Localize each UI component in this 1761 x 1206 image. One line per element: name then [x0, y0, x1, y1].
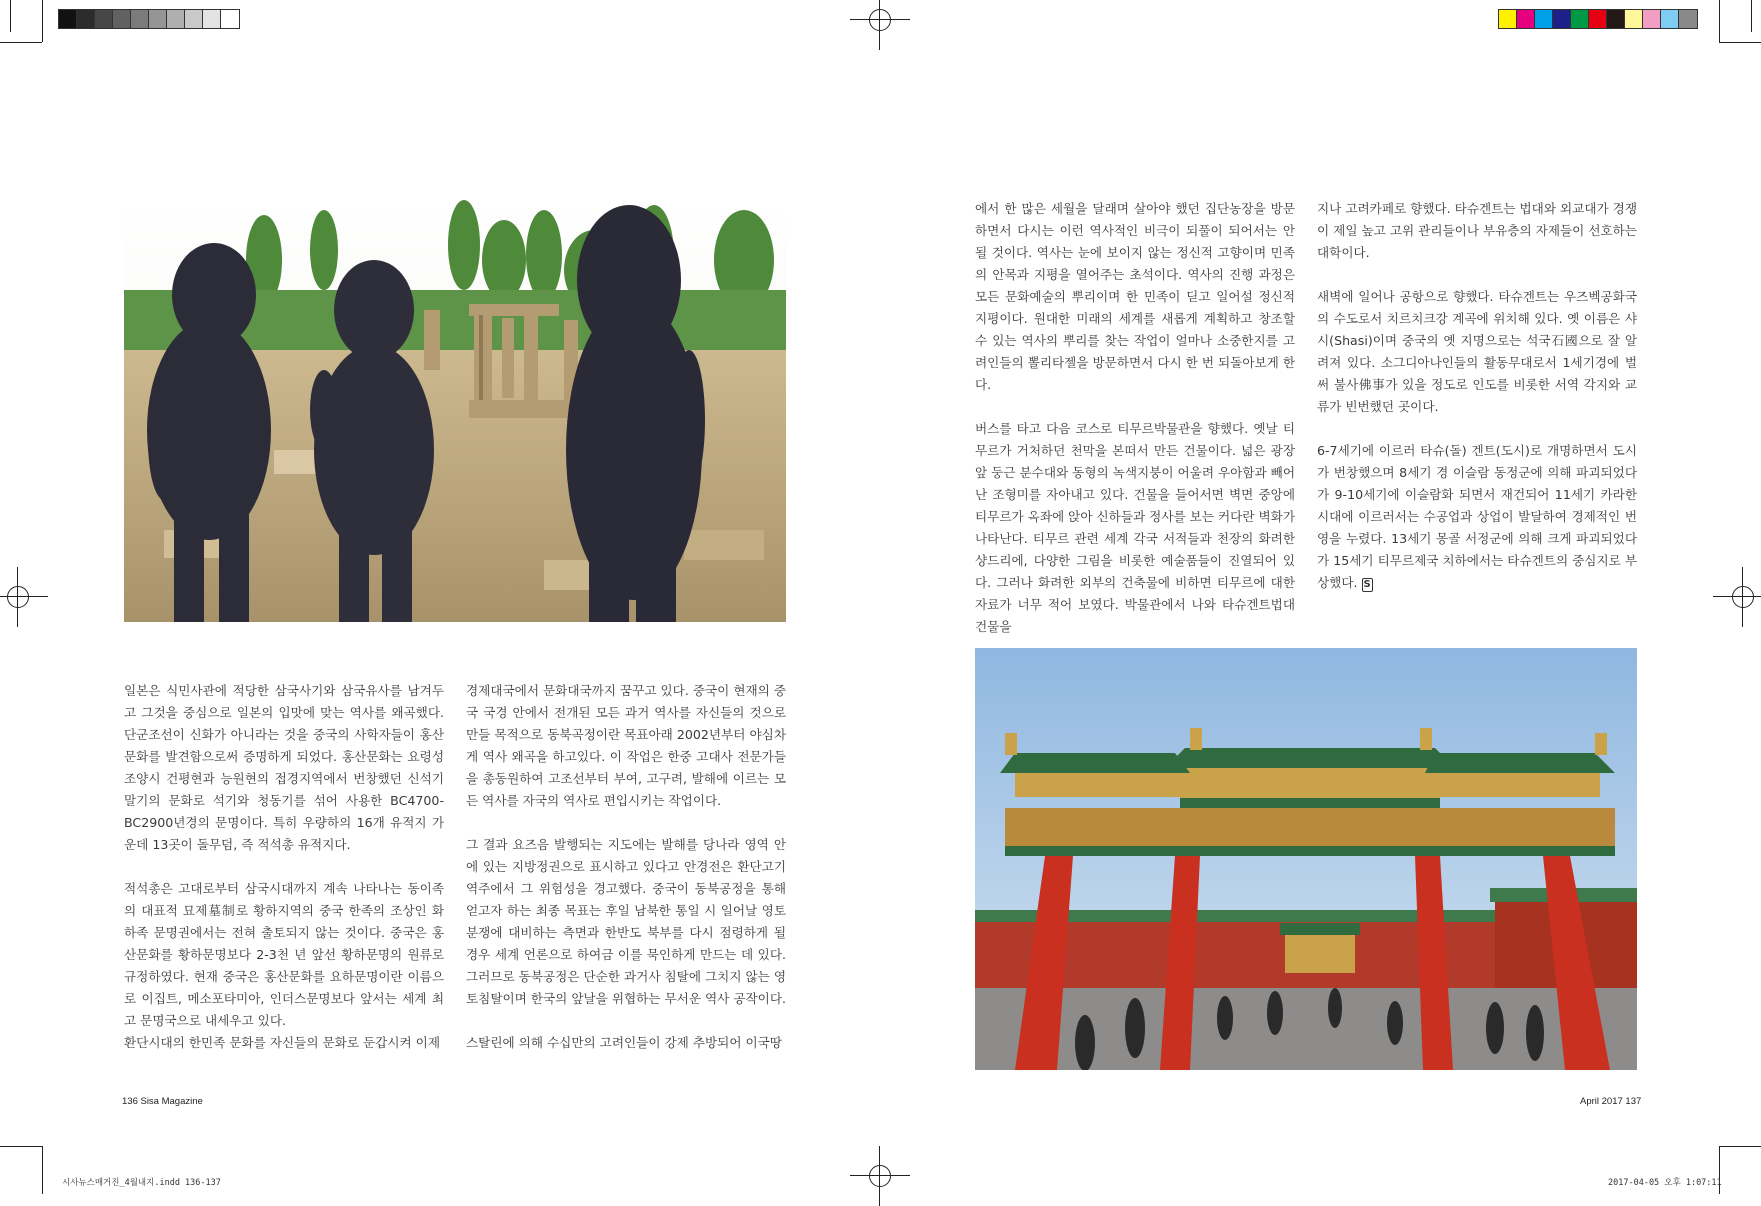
color-swatch [77, 10, 95, 28]
color-swatch [131, 10, 149, 28]
color-swatch [149, 10, 167, 28]
trim-mark-bottom-left-v [42, 1146, 43, 1194]
left-page-column-2 [466, 680, 786, 1054]
left-folio: 136 Sisa Magazine [122, 1096, 203, 1107]
color-swatch [221, 10, 239, 28]
paragraph-text: 6-7세기에 이르러 타슈(돌) 겐트(도시)로 개명하면서 도시가 번창했으며 8세기 경 이슬람 동정군에 의해 파괴되었다가 9-10세기에 이슬람화 되면서 재건되어 11세기 카라한 시대에 이르러서는 수공업과 상업이 발달하여 경제적인 번영을 누렸다. 13세기 몽골 서정군에 의해 크게 파괴되었다가 15세기 티무르제국 치하에서는 타슈겐트의 중심지로 부상했다. [1317, 443, 1637, 590]
color-swatch [1535, 10, 1553, 28]
end-of-article-mark: S [1363, 579, 1371, 590]
color-swatch [1499, 10, 1517, 28]
color-swatch [1661, 10, 1679, 28]
paragraph: 지나 고려카페로 향했다. 타슈겐트는 법대와 외교대가 경쟁이 제일 높고 고위 관리들이나 부유층의 자제들이 선호하는 대학이다. [1317, 201, 1637, 260]
trim-mark-bottom-left-h [0, 1146, 42, 1147]
color-swatch [95, 10, 113, 28]
registration-mark-bottom-center [850, 1146, 910, 1206]
paragraph [1317, 440, 1637, 594]
color-swatch [1553, 10, 1571, 28]
chinese-gate-photo [975, 648, 1637, 1070]
color-swatch [59, 10, 77, 28]
trim-mark-top-left-v2 [10, 0, 11, 32]
paragraph: 환단시대의 한민족 문화를 자신들의 문화로 둔갑시켜 이제 [124, 1035, 440, 1050]
color-swatch [167, 10, 185, 28]
trim-mark-top-right-v [1719, 0, 1720, 42]
color-swatch [113, 10, 131, 28]
trim-mark-top-left-h [0, 42, 42, 43]
registration-mark-right-middle [1713, 567, 1761, 627]
paragraph: 에서 한 많은 세월을 달래며 살아야 했던 집단농장을 방문하면서 다시는 이런 역사적인 비극이 되풀이 되어서는 안 될 것이다. 역사는 눈에 보이지 않는 정신적 고향이며 민족의 안목과 지평을 열어주는 초석이다. 역사의 진행 과정은 모든 문화예술의 뿌리이며 한 민족이 딛고 일어설 정신적 지평이다. 원대한 미래의 세계를 새롭게 계획하고 창조할 수 있는 역사의 뿌리를 찾는 작업이 얼마나 소중한지를 고려인들의 뽈리타젤을 방문하면서 다시 한 번 되돌아보게 한다. [975, 201, 1295, 392]
color-swatch [185, 10, 203, 28]
slug-timestamp: 2017-04-05 오후 1:07:11 [1608, 1178, 1722, 1188]
paragraph: 새벽에 일어나 공항으로 향했다. 타슈겐트는 우즈벡공화국의 수도로서 치르치크강 계곡에 위치해 있다. 옛 이름은 샤시(Shasi)이며 중국의 옛 지명으로는 석국石國으로 잘 알려져 있다. 소그디아나인들의 활동무대로서 1세기경에 벌써 불사佛事가 있을 정도로 인도를 비롯한 서역 각지와 교류가 빈번했던 곳이다. [1317, 289, 1637, 414]
right-folio: April 2017 137 [1580, 1096, 1642, 1107]
paragraph: 버스를 타고 다음 코스로 티무르박물관을 향했다. 옛날 티무르가 거처하던 천막을 본떠서 만든 건물이다. 넓은 광장 앞 둥근 분수대와 동형의 녹색지붕이 어울려 우아함과 빼어난 조형미를 자아내고 있다. 건물을 들어서면 벽면 중앙에 티무르가 옥좌에 앉아 신하들과 정사를 보는 커다란 벽화가 나타난다. 티무르 관련 세계 각국 서적들과 천장의 화려한 샹드리에, 다양한 그림을 비롯한 예술품들이 진열되어 있다. 그러나 화려한 외부의 건축물에 비하면 티무르에 대한 자료가 너무 적어 보였다. 박물관에서 나와 타슈겐트법대 건물을 [975, 421, 1295, 634]
statues-photo [124, 200, 786, 622]
paragraph: 그 결과 요즈음 발행되는 지도에는 발해를 당나라 영역 안에 있는 지방정권으로 표시하고 있다고 안경전은 환단고기 역주에서 그 위험성을 경고했다. 중국이 동북공정을 통해 얻고자 하는 최종 목표는 후일 남북한 통일 시 일어날 영토분쟁에 대비하는 측면과 한반도 북부를 다시 점령하게 될 경우 세계 언론으로 하여금 이를 묵인하게 만드는 데 있다. 그러므로 동북공정은 단순한 과거사 침탈에 그치지 않는 영토침탈이며 한국의 앞날을 위협하는 무서운 역사 공작이다. [466, 837, 786, 1006]
paragraph: 경제대국에서 문화대국까지 꿈꾸고 있다. 중국이 현재의 중국 국경 안에서 전개된 모든 과거 역사를 자신들의 것으로 만들 목적으로 동북곡정이란 목표아래 2002년부터 야심차게 역사 왜곡을 하고있다. 이 작업은 한중 고대사 전문가들을 총동원하여 고조선부터 부여, 고구려, 발해에 이르는 모든 역사를 자국의 역사로 편입시키는 작업이다. [466, 683, 786, 808]
paragraph: 일본은 식민사관에 적당한 삼국사기와 삼국유사를 남겨두고 그것을 중심으로 일본의 입맛에 맞는 역사를 왜곡했다. 단군조선이 신화가 아니라는 것을 중국의 사학자들이 홍산문화를 발견함으로써 증명하게 되었다. 홍산문화는 요령성 조양시 건평현과 능원현의 접경지역에서 번창했던 신석기 말기의 문화로 석기와 청동기를 섞어 사용한 BC4700-BC2900년경의 문명이다. 특히 우량하의 16개 유적지 가운데 13곳이 돌무덤, 즉 적석총 유적지다. [124, 683, 444, 852]
color-swatch [1679, 10, 1697, 28]
color-swatch [1643, 10, 1661, 28]
trim-mark-top-right-v2 [1751, 0, 1752, 32]
paragraph: 스탈린에 의해 수십만의 고려인들이 강제 추방되어 이국땅 [466, 1035, 782, 1050]
slug-file-name: 시사뉴스매거진_4월내지.indd 136-137 [62, 1178, 221, 1188]
grayscale-color-bar [58, 9, 240, 29]
registration-mark-left-middle [0, 567, 48, 627]
color-swatch [203, 10, 221, 28]
color-swatch [1517, 10, 1535, 28]
registration-mark-top-center [850, 0, 910, 50]
color-swatch [1571, 10, 1589, 28]
process-color-bar [1498, 9, 1698, 29]
left-page-column-1 [124, 680, 444, 1054]
right-page-column-2 [1317, 198, 1637, 594]
right-page-column-1 [975, 198, 1295, 638]
trim-mark-bottom-right-h [1719, 1146, 1761, 1147]
color-swatch [1625, 10, 1643, 28]
trim-mark-top-left-v [42, 0, 43, 42]
paragraph: 적석총은 고대로부터 삼국시대까지 계속 나타나는 동이족의 대표적 묘제墓制로 황하지역의 중국 한족의 조상인 화하족 문명권에서는 전혀 출토되지 않는 것이다. 중국은 홍산문화를 황하문명보다 2-3천 년 앞선 황하문명의 원류로 규정하였다. 현재 중국은 홍산문화를 요하문명이란 이름으로 이집트, 메소포타미아, 인더스문명보다 앞서는 세계 최고 문명국으로 내세우고 있다. [124, 881, 444, 1028]
trim-mark-top-right-h [1719, 42, 1761, 43]
color-swatch [1607, 10, 1625, 28]
color-swatch [1589, 10, 1607, 28]
